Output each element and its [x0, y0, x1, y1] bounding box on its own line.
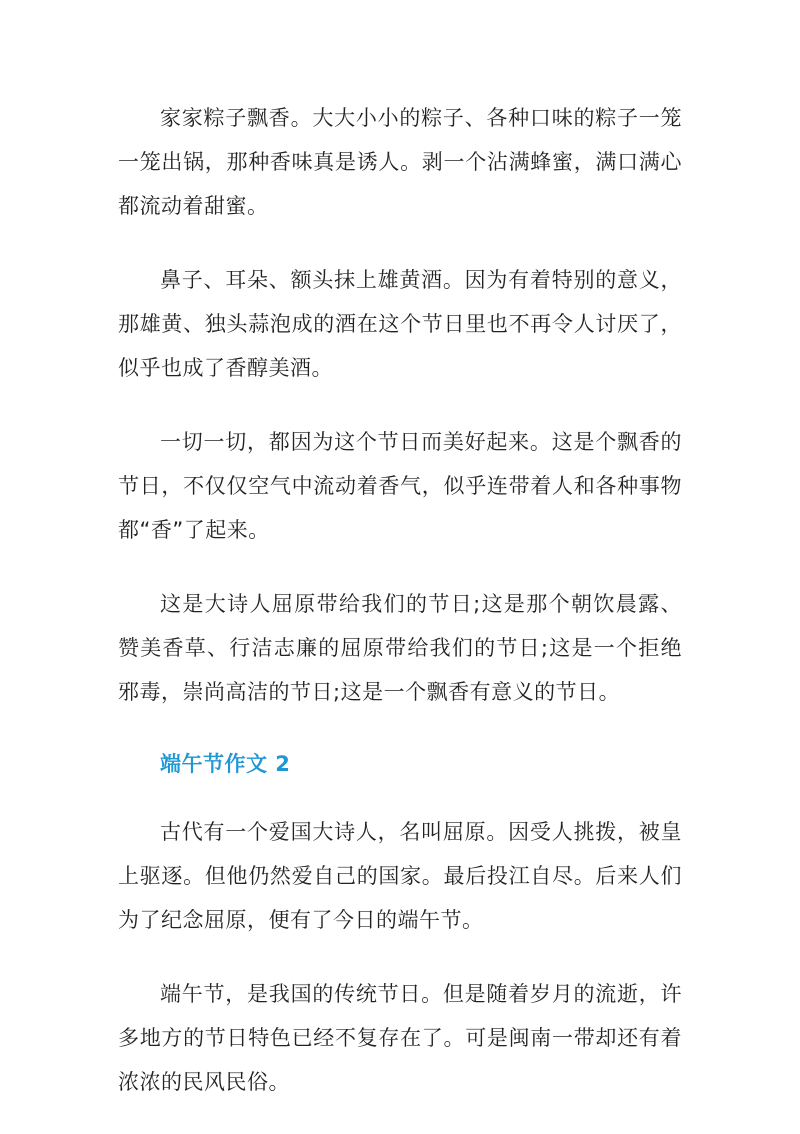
paragraph-qu-yuan-story: 古代有一个爱国大诗人，名叫屈原。因受人挑拨，被皇上驱逐。但他仍然爱自己的国家。最后投江自尽。后来人们为了纪念屈原，便有了今日的端午节。 — [118, 820, 682, 932]
document-page — [118, 96, 682, 1134]
paragraph-realgar-wine: 鼻子、耳朵、额头抹上雄黄酒。因为有着特别的意义，那雄黄、独头蒜泡成的酒在这个节日里也不再令人讨厌了，似乎也成了香醇美酒。 — [118, 268, 682, 380]
paragraph-qu-yuan-festival: 这是大诗人屈原带给我们的节日;这是那个朝饮晨露、赞美香草、行洁志廉的屈原带给我们的节日;这是一个拒绝邪毒，崇尚高洁的节日;这是一个飘香有意义的节日。 — [118, 592, 682, 704]
section-heading: 端午节作文 2 — [160, 752, 291, 776]
paragraph-fragrant-festival: 一切一切，都因为这个节日而美好起来。这是个飘香的节日，不仅仅空气中流动着香气，似乎连带着人和各种事物都“香”了起来。 — [118, 430, 682, 542]
paragraph-traditional-festival: 端午节，是我国的传统节日。但是随着岁月的流逝，许多地方的节日特色已经不复存在了。可是闽南一带却还有着浓浓的民风民俗。 — [118, 982, 682, 1094]
paragraph-zongzi: 家家粽子飘香。大大小小的粽子、各种口味的粽子一笼一笼出锅，那种香味真是诱人。剥一个沾满蜂蜜，满口满心都流动着甜蜜。 — [118, 106, 682, 218]
